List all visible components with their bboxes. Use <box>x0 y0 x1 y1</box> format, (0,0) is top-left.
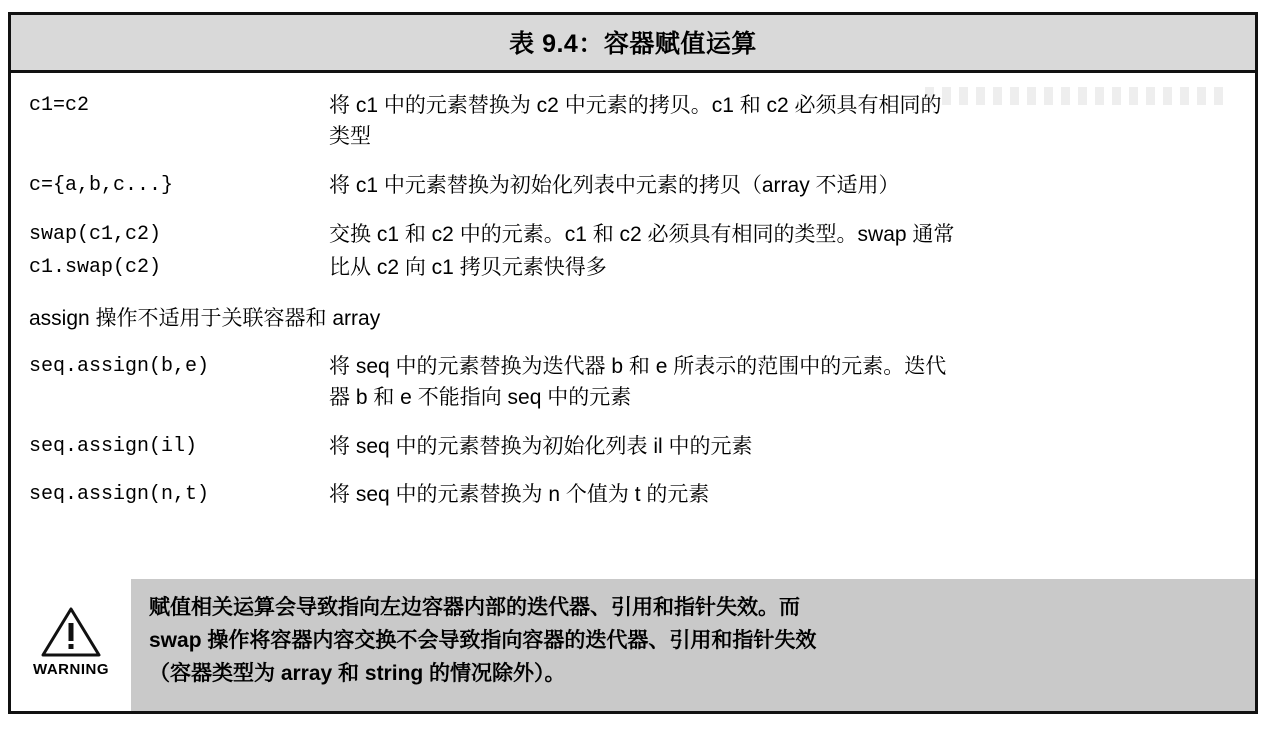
row-description-line: 器 b 和 e 不能指向 seq 中的元素 <box>329 386 632 409</box>
table-note-row <box>11 283 1255 334</box>
row-expression: swap(c1,c2) <box>29 223 162 246</box>
row-description: 交换 c1 和 c2 中的元素。c1 和 c2 必须具有相同的类型。swap 通常 <box>329 223 955 246</box>
table-row <box>11 152 1255 201</box>
table-row <box>11 201 1255 250</box>
table-row <box>11 73 1255 152</box>
row-expression: c1.swap(c2) <box>29 256 162 279</box>
row-expression: seq.assign(b,e) <box>29 355 210 378</box>
table-9-4 <box>8 12 1258 714</box>
row-description: 比从 c2 向 c1 拷贝元素快得多 <box>329 256 607 279</box>
warning-triangle-icon <box>40 606 102 658</box>
warning-line: swap 操作将容器内容交换不会导致指向容器的迭代器、引用和指针失效 <box>149 629 817 652</box>
scan-artifact <box>925 87 1225 105</box>
table-row <box>11 413 1255 462</box>
warning-text <box>131 579 1255 711</box>
row-description: 将 c1 中元素替换为初始化列表中元素的拷贝（array 不适用） <box>329 174 900 197</box>
warning-icon-group <box>11 579 131 711</box>
row-expression: seq.assign(il) <box>29 435 198 458</box>
row-expression: c1=c2 <box>29 94 90 117</box>
row-description-line: 将 c1 中的元素替换为 c2 中元素的拷贝。c1 和 c2 必须具有相同的 <box>329 94 942 117</box>
warning-label: WARNING <box>33 661 109 678</box>
row-expression: seq.assign(n,t) <box>29 483 210 506</box>
row-description <box>329 351 1233 413</box>
row-expression: c={a,b,c...} <box>29 174 174 197</box>
warning-line: 赋值相关运算会导致指向左边容器内部的迭代器、引用和指针失效。而 <box>149 596 800 619</box>
table-row <box>11 462 1255 510</box>
warning-line: （容器类型为 array 和 string 的情况除外）。 <box>149 662 566 685</box>
row-description: 将 seq 中的元素替换为 n 个值为 t 的元素 <box>329 483 710 506</box>
table-body <box>11 73 1255 711</box>
row-description-line: 将 seq 中的元素替换为迭代器 b 和 e 所表示的范围中的元素。迭代 <box>329 355 947 378</box>
table-caption: 表 9.4：容器赋值运算 <box>11 15 1255 73</box>
row-description: 将 seq 中的元素替换为初始化列表 il 中的元素 <box>329 435 753 458</box>
row-description-line: 类型 <box>329 125 371 148</box>
table-row <box>11 334 1255 413</box>
warning-callout <box>11 579 1255 711</box>
table-row <box>11 250 1255 283</box>
table-note: assign 操作不适用于关联容器和 array <box>29 307 381 330</box>
